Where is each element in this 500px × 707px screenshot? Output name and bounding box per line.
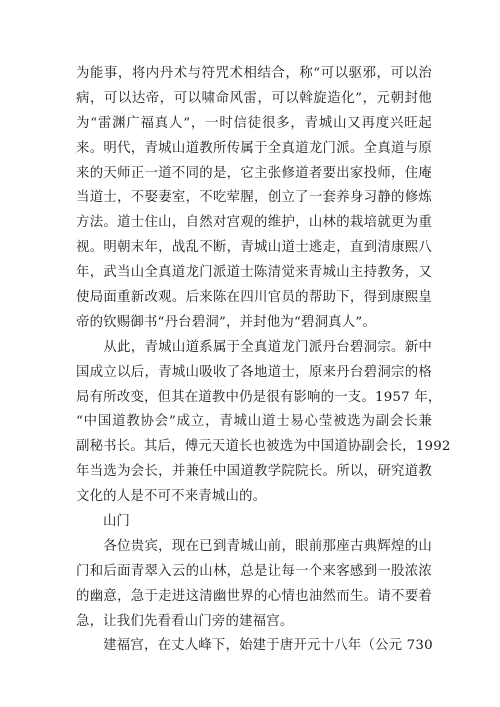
text-line: 门和后面青翠入云的山林，总是让每一个来客感到一股浓浓 (76, 563, 432, 579)
text-line: 急，让我们先看看山门旁的建福宫。 (76, 613, 294, 629)
text-line: 使局面重新改观。后来陈在四川官员的帮助下，得到康熙皇 (76, 290, 432, 306)
text-line: 为“雷渊广福真人”，一时信徒很多，青城山又再度兴旺起 (76, 115, 432, 131)
paragraph (76, 535, 432, 635)
text-line: 方法。道士住山，自然对宫观的维护，山林的栽培就更为重 (76, 215, 432, 231)
section-heading: 山门 (103, 514, 130, 530)
text-line: 各位贵宾，现在已到青城山前，眼前那座古典辉煌的山 (76, 538, 432, 554)
text-line: 文化的人是不可不来青城山的。 (76, 489, 267, 505)
text-line: 局有所改变，但其在道教中仍是很有影响的一支。1957 年， (76, 389, 442, 405)
text-line: 视。明朝末年，战乱不断，青城山道士逃走，直到清康熙八 (76, 240, 432, 256)
text-line: 病，可以达帝，可以啸命风雷，可以斡旋造化”，元朝封他 (76, 90, 432, 106)
text-line: 副秘书长。其后，傅元天道长也被选为中国道协副会长，1992 (76, 439, 451, 455)
text-line: “中国道教协会”成立，青城山道士易心莹被选为副会长兼 (76, 414, 432, 430)
text-line: 年当选为会长，并兼任中国道教学院院长。所以，研究道教 (76, 464, 432, 480)
document-page (76, 62, 451, 659)
text-line: 为能事，将内丹术与符咒术相结合，称“可以驱邪，可以治 (76, 66, 432, 81)
text-line: 当道士，不娶妻室，不吃荤腥，创立了一套养身习静的修炼 (76, 190, 432, 206)
text-line: 从此，青城山道系属于全真道龙门派丹台碧洞宗。新中 (76, 339, 432, 355)
text-line: 年，武当山全真道龙门派道士陈清觉来青城山主持教务，又 (76, 265, 432, 281)
text-line: 帝的钦赐御书“丹台碧洞”，并封他为“碧洞真人”。 (76, 314, 376, 330)
paragraph (76, 62, 432, 336)
paragraph (76, 336, 451, 510)
text-line: 的幽意，急于走进这清幽世界的心情也油然而生。请不要着 (76, 588, 432, 604)
paragraph (76, 634, 432, 659)
text-line: 来的天师正一道不同的是，它主张修道者要出家投师，住庵 (76, 165, 432, 181)
text-line: 来。明代，青城山道教所传属于全真道龙门派。全真道与原 (76, 140, 432, 156)
text-line: 建福宫，在丈人峰下，始建于唐开元十八年（公元 730 (76, 638, 433, 654)
text-line: 国成立以后，青城山吸收了各地道士，原来丹台碧洞宗的格 (76, 364, 432, 380)
